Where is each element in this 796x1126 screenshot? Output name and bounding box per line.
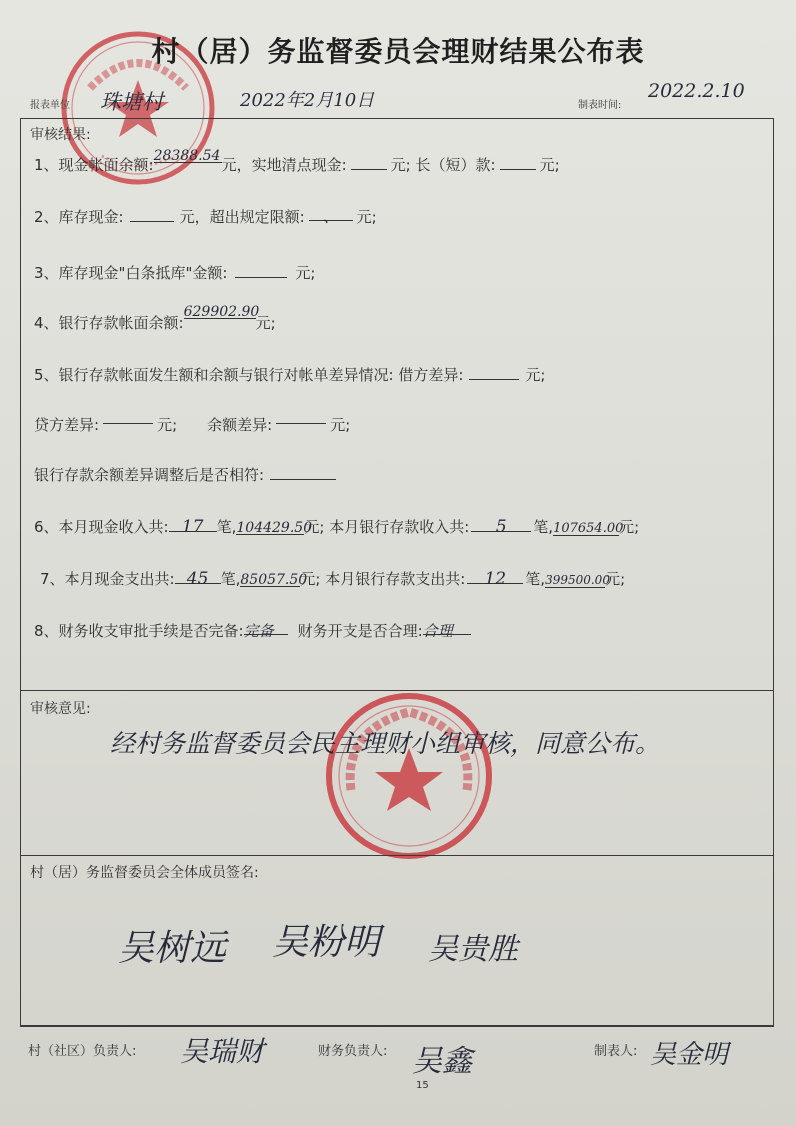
bank-expense-amount: 399500.00	[545, 573, 610, 587]
made-time-value: 2022.2.10	[648, 80, 745, 102]
bank-expense-count: 12	[467, 569, 523, 584]
member-signature-2: 吴粉明	[272, 922, 381, 963]
line-monthly-income: 6、本月现金收入共: 17 笔,104429.50元; 本月银行存款收入共: 5 笔,107654.00元;	[34, 517, 640, 537]
opinion-heading: 审核意见:	[30, 701, 91, 717]
member-signature-3: 吴贵胜	[428, 932, 518, 967]
line-bank-adjusted: 银行存款余额差异调整后是否相符:	[34, 464, 336, 485]
line-bank-balance: 4、银行存款帐面余额:629902.90元;	[34, 304, 276, 332]
members-heading: 村（居）务监督委员会全体成员签名:	[30, 865, 259, 881]
line-bank-diff: 5、银行存款帐面发生额和余额与银行对帐单差异情况: 借方差异: 元;	[34, 366, 546, 384]
spending-reasonable-value: 合理	[423, 620, 471, 635]
bank-balance-value: 629902.90	[183, 304, 260, 320]
finance-head-label: 财务负责人:	[318, 1044, 388, 1059]
report-date: 2022年2月10日	[240, 90, 375, 111]
bank-income-amount: 107654.00	[553, 521, 624, 536]
made-time-label: 制表时间:	[578, 100, 622, 111]
line-cash-stock: 2、库存现金: 元，超出规定限额: 、 元;	[34, 208, 377, 226]
cash-income-count: 17	[169, 517, 217, 532]
line-iou-amount: 3、库存现金"白条抵库"金额: 元;	[34, 264, 316, 282]
line-cash-balance: 1、现金帐面余额:28388.54元，实地清点现金: 元; 长（短）款: 元;	[34, 148, 560, 174]
cash-balance-value: 28388.54	[153, 148, 221, 164]
member-signature-1: 吴树远	[118, 928, 227, 969]
bank-income-count: 5	[471, 517, 531, 532]
members-divider	[20, 855, 774, 856]
line-credit-diff: 贷方差异: 元; 余额差异: 元;	[34, 414, 350, 435]
cash-expense-count: 45	[175, 569, 221, 584]
opinion-divider	[20, 690, 774, 691]
line-approval: 8、财务收支审批手续是否完备:完备 财务开支是否合理:合理	[34, 620, 471, 641]
village-head-label: 村（社区）负责人:	[28, 1044, 137, 1059]
bottom-rule	[20, 1025, 774, 1026]
cash-income-amount: 104429.50	[236, 520, 313, 536]
unit-label: 报表单位	[30, 100, 70, 111]
maker-label: 制表人:	[594, 1044, 638, 1059]
opinion-text: 经村务监督委员会民主理财小组审核，同意公布。	[110, 729, 661, 758]
audit-results-heading: 审核结果:	[30, 127, 91, 143]
line-monthly-expense: 7、本月现金支出共: 45 笔,85057.50元; 本月银行存款支出共: 12 笔,399500.00元;	[40, 569, 626, 589]
finance-head-signature: 吴鑫	[412, 1044, 472, 1079]
cash-expense-amount: 85057.50	[240, 572, 308, 588]
maker-signature: 吴金明	[650, 1040, 729, 1070]
unit-value: 珠塘村	[100, 90, 163, 114]
approval-complete-value: 完备	[244, 620, 288, 635]
top-rule	[20, 118, 774, 119]
village-head-signature: 吴瑞财	[180, 1035, 265, 1068]
page-title: 村（居）务监督委员会理财结果公布表	[151, 35, 645, 68]
page-number: 15	[416, 1080, 429, 1091]
